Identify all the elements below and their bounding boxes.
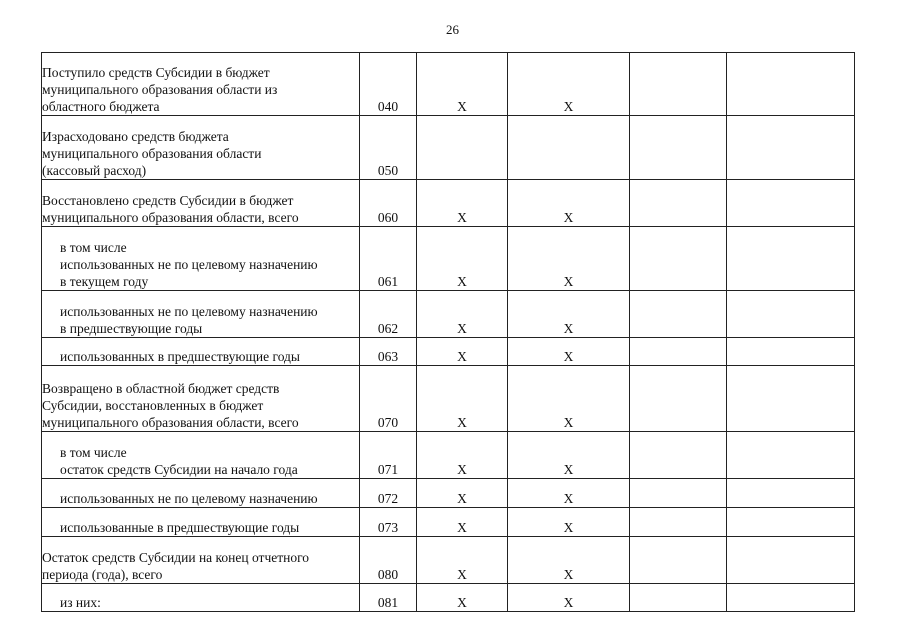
row-col3-value: X bbox=[417, 432, 508, 479]
row-label: Восстановлено средств Субсидии в бюджет муниципального образования области, всего bbox=[42, 180, 360, 227]
row-col3-value: X bbox=[417, 180, 508, 227]
row-col5-cell bbox=[630, 116, 727, 180]
table-row bbox=[42, 508, 855, 537]
row-col6-cell bbox=[727, 116, 855, 180]
row-label: использованных не по целевому назначению bbox=[42, 479, 360, 508]
page-number: 26 bbox=[446, 22, 459, 37]
row-code: 050 bbox=[360, 116, 417, 180]
row-col4-value: X bbox=[508, 227, 630, 291]
row-label: Израсходовано средств бюджета муниципального образования области (кассовый расход) bbox=[42, 116, 360, 180]
table-row bbox=[42, 291, 855, 338]
row-col3-value: X bbox=[417, 227, 508, 291]
row-col4-value: X bbox=[508, 479, 630, 508]
row-col3-value: X bbox=[417, 53, 508, 116]
row-col6-cell bbox=[727, 227, 855, 291]
row-code: 060 bbox=[360, 180, 417, 227]
row-col5-cell bbox=[630, 479, 727, 508]
row-label: использованных в предшествующие годы bbox=[42, 338, 360, 366]
row-col3-value: X bbox=[417, 584, 508, 612]
table-row bbox=[42, 53, 855, 116]
row-col6-cell bbox=[727, 584, 855, 612]
row-col6-cell bbox=[727, 479, 855, 508]
row-col3-value: X bbox=[417, 338, 508, 366]
row-col4-value: X bbox=[508, 584, 630, 612]
row-col4-value: X bbox=[508, 291, 630, 338]
row-col3-value bbox=[417, 116, 508, 180]
row-col4-value: X bbox=[508, 366, 630, 432]
row-col6-cell bbox=[727, 53, 855, 116]
row-col3-value: X bbox=[417, 366, 508, 432]
row-col6-cell bbox=[727, 291, 855, 338]
table-row bbox=[42, 479, 855, 508]
row-code: 062 bbox=[360, 291, 417, 338]
row-code: 071 bbox=[360, 432, 417, 479]
row-label: Остаток средств Субсидии на конец отчетного периода (года), всего bbox=[42, 537, 360, 584]
row-col4-value: X bbox=[508, 537, 630, 584]
table-row bbox=[42, 537, 855, 584]
row-col6-cell bbox=[727, 338, 855, 366]
row-col4-value: X bbox=[508, 508, 630, 537]
row-label: Возвращено в областной бюджет средств Субсидии, восстановленных в бюджет муниципального образования области, всего bbox=[42, 366, 360, 432]
row-col5-cell bbox=[630, 366, 727, 432]
row-label: использованные в предшествующие годы bbox=[42, 508, 360, 537]
row-col6-cell bbox=[727, 537, 855, 584]
row-code: 080 bbox=[360, 537, 417, 584]
table-row bbox=[42, 180, 855, 227]
row-col5-cell bbox=[630, 291, 727, 338]
table-row bbox=[42, 432, 855, 479]
row-col6-cell bbox=[727, 180, 855, 227]
table-row bbox=[42, 366, 855, 432]
row-col6-cell bbox=[727, 508, 855, 537]
row-col3-value: X bbox=[417, 508, 508, 537]
row-label: использованных не по целевому назначению в предшествующие годы bbox=[42, 291, 360, 338]
row-col3-value: X bbox=[417, 537, 508, 584]
row-col4-value: X bbox=[508, 180, 630, 227]
table-row bbox=[42, 584, 855, 612]
row-code: 072 bbox=[360, 479, 417, 508]
row-col3-value: X bbox=[417, 479, 508, 508]
row-code: 073 bbox=[360, 508, 417, 537]
row-col3-value: X bbox=[417, 291, 508, 338]
row-code: 081 bbox=[360, 584, 417, 612]
row-col5-cell bbox=[630, 508, 727, 537]
row-col5-cell bbox=[630, 584, 727, 612]
row-col5-cell bbox=[630, 338, 727, 366]
row-label: из них: bbox=[42, 584, 360, 612]
row-col5-cell bbox=[630, 53, 727, 116]
row-col4-value bbox=[508, 116, 630, 180]
row-col5-cell bbox=[630, 180, 727, 227]
row-code: 063 bbox=[360, 338, 417, 366]
row-code: 040 bbox=[360, 53, 417, 116]
row-col5-cell bbox=[630, 537, 727, 584]
table-row bbox=[42, 227, 855, 291]
row-col4-value: X bbox=[508, 53, 630, 116]
row-col5-cell bbox=[630, 432, 727, 479]
table-row bbox=[42, 338, 855, 366]
row-code: 061 bbox=[360, 227, 417, 291]
row-label: в том числе остаток средств Субсидии на начало года bbox=[42, 432, 360, 479]
row-col6-cell bbox=[727, 432, 855, 479]
row-col4-value: X bbox=[508, 432, 630, 479]
subsidy-report-table bbox=[41, 52, 855, 612]
table-row bbox=[42, 116, 855, 180]
row-label: в том числе использованных не по целевому назначению в текущем году bbox=[42, 227, 360, 291]
row-label: Поступило средств Субсидии в бюджет муниципального образования области из областного бюджета bbox=[42, 53, 360, 116]
row-code: 070 bbox=[360, 366, 417, 432]
row-col4-value: X bbox=[508, 338, 630, 366]
row-col5-cell bbox=[630, 227, 727, 291]
row-col6-cell bbox=[727, 366, 855, 432]
